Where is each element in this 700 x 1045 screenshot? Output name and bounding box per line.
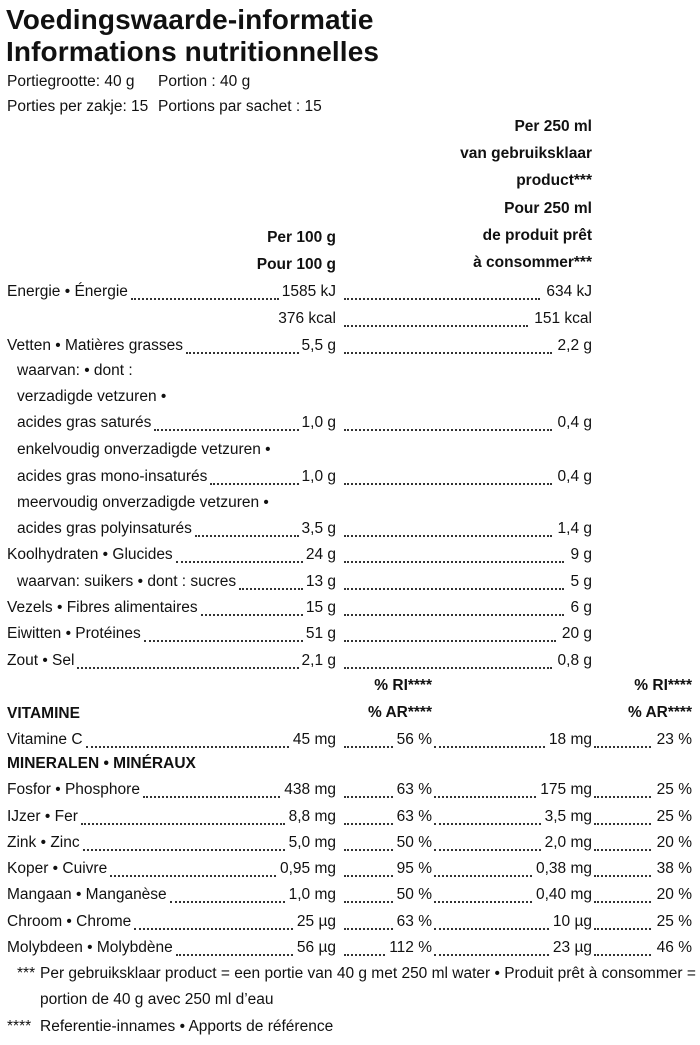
header-per-250ml: product*** <box>516 172 592 189</box>
dot-leader <box>77 667 298 669</box>
dot-leader <box>344 823 393 825</box>
nutrient-label: Chroom • Chrome <box>7 913 132 930</box>
dot-leader <box>344 429 552 431</box>
header-per-100g: Per 100 g <box>267 229 336 246</box>
header-per-250ml: Pour 250 ml <box>504 200 592 217</box>
value-per-250ml: 5 g <box>570 573 592 590</box>
nutrient-label: verzadigde vetzuren • <box>17 388 167 405</box>
ri-percent-100g: 63 % <box>396 913 432 930</box>
dot-leader <box>344 298 540 300</box>
ri-percent-100g: 63 % <box>396 808 432 825</box>
dot-leader <box>176 561 303 563</box>
servings-fr: Portions par sachet : 15 <box>158 98 322 115</box>
value-per-250ml: 634 kJ <box>546 283 592 300</box>
value-per-100g: 1,0 mg <box>288 886 336 903</box>
servings-nl: Porties per zakje: 15 <box>7 98 149 115</box>
portion-size-nl: Portiegrootte: 40 g <box>7 73 135 90</box>
dot-leader <box>344 796 393 798</box>
value-per-100g: 13 g <box>305 573 336 590</box>
dot-leader <box>344 954 385 956</box>
value-per-250ml: 0,4 g <box>557 468 592 485</box>
nutrient-label: Zout • Sel <box>7 652 75 669</box>
footnote-marker-4: **** <box>7 1018 32 1035</box>
dot-leader <box>344 901 393 903</box>
value-per-100g: 2,1 g <box>301 652 336 669</box>
value-per-250ml: 175 mg <box>540 781 592 798</box>
value-per-250ml: 0,8 g <box>557 652 592 669</box>
dot-leader <box>81 823 285 825</box>
value-per-100g: 45 mg <box>292 731 336 748</box>
portion-size-fr: Portion : 40 g <box>158 73 251 90</box>
dot-leader <box>154 429 298 431</box>
nutrient-label: Mangaan • Manganèse <box>7 886 167 903</box>
dot-leader <box>594 928 651 930</box>
nutrient-label: Eiwitten • Protéines <box>7 625 141 642</box>
dot-leader <box>344 667 552 669</box>
value-per-250ml: 0,38 mg <box>535 860 592 877</box>
header-per-100g: Pour 100 g <box>256 256 336 273</box>
nutrient-label: Koper • Cuivre <box>7 860 108 877</box>
nutrient-label: IJzer • Fer <box>7 808 78 825</box>
nutrient-label: Koolhydraten • Glucides <box>7 546 173 563</box>
ri-percent-100g: 112 % <box>389 939 432 956</box>
dot-leader <box>594 823 651 825</box>
dot-leader <box>344 640 556 642</box>
nutrient-label: acides gras polyinsaturés <box>17 520 192 537</box>
ri-header-250ml: % RI**** <box>634 677 692 694</box>
nutrient-label: Vezels • Fibres alimentaires <box>7 599 198 616</box>
ri-percent-250ml: 46 % <box>656 939 692 956</box>
dot-leader <box>344 875 393 877</box>
dot-leader <box>344 325 528 327</box>
dot-leader <box>83 849 285 851</box>
dot-leader <box>186 352 299 354</box>
ri-percent-100g: 50 % <box>396 886 432 903</box>
dot-leader <box>144 640 303 642</box>
dot-leader <box>170 901 285 903</box>
ri-header-100g: % RI**** <box>374 677 432 694</box>
nutrient-label: Zink • Zinc <box>7 834 80 851</box>
nutrient-label: waarvan: suikers • dont : sucres <box>17 573 237 590</box>
value-per-250ml: 6 g <box>570 599 592 616</box>
dot-leader <box>344 561 564 563</box>
value-per-100g: 8,8 mg <box>288 808 336 825</box>
vitamins-heading: VITAMINE <box>7 705 80 722</box>
nutrient-label: acides gras saturés <box>17 414 152 431</box>
header-per-250ml: à consommer*** <box>473 254 592 271</box>
value-per-250ml: 10 µg <box>552 913 592 930</box>
ri-percent-250ml: 25 % <box>656 913 692 930</box>
value-per-250ml: 2,0 mg <box>544 834 592 851</box>
value-per-100g: 1,0 g <box>301 414 336 431</box>
value-per-100g: 24 g <box>305 546 336 563</box>
ri-percent-250ml: 20 % <box>656 834 692 851</box>
nutrient-label: Vetten • Matières grasses <box>7 337 184 354</box>
dot-leader <box>344 483 552 485</box>
value-per-100g: 56 µg <box>296 939 336 956</box>
dot-leader <box>344 588 564 590</box>
value-per-100g: 376 kcal <box>278 310 336 327</box>
dot-leader <box>195 535 299 537</box>
footnote-marker-3: *** <box>17 965 36 982</box>
dot-leader <box>434 746 545 748</box>
ar-header-250ml: % AR**** <box>627 704 692 721</box>
value-per-250ml: 18 mg <box>548 731 592 748</box>
value-per-100g: 3,5 g <box>301 520 336 537</box>
dot-leader <box>434 954 549 956</box>
ri-percent-100g: 63 % <box>396 781 432 798</box>
header-per-250ml: Per 250 ml <box>514 118 592 135</box>
dot-leader <box>594 875 651 877</box>
value-per-250ml: 0,4 g <box>557 414 592 431</box>
dot-leader <box>434 823 541 825</box>
dot-leader <box>201 614 303 616</box>
dot-leader <box>434 901 532 903</box>
value-per-100g: 51 g <box>305 625 336 642</box>
value-per-250ml: 3,5 mg <box>544 808 592 825</box>
ri-percent-250ml: 38 % <box>656 860 692 877</box>
dot-leader <box>344 928 393 930</box>
value-per-100g: 1,0 g <box>301 468 336 485</box>
header-per-250ml: van gebruiksklaar <box>460 145 592 162</box>
title-french: Informations nutritionnelles <box>6 36 380 67</box>
footnote-text-3-cont: portion de 40 g avec 250 ml d’eau <box>40 991 274 1008</box>
ri-percent-250ml: 23 % <box>656 731 692 748</box>
value-per-100g: 5,5 g <box>301 337 336 354</box>
dot-leader <box>344 352 552 354</box>
value-per-250ml: 0,40 mg <box>535 886 592 903</box>
dot-leader <box>344 535 552 537</box>
dot-leader <box>594 849 651 851</box>
dot-leader <box>594 746 651 748</box>
title-dutch: Voedingswaarde-informatie <box>6 4 374 35</box>
minerals-heading: MINERALEN • MINÉRAUX <box>7 755 196 772</box>
dot-leader <box>344 614 564 616</box>
dot-leader <box>434 928 549 930</box>
nutrient-label: Molybdeen • Molybdène <box>7 939 173 956</box>
dot-leader <box>131 298 279 300</box>
dot-leader <box>176 954 293 956</box>
dot-leader <box>210 483 298 485</box>
dot-leader <box>344 849 393 851</box>
value-per-100g: 0,95 mg <box>279 860 336 877</box>
value-per-100g: 15 g <box>305 599 336 616</box>
dot-leader <box>134 928 293 930</box>
dot-leader <box>594 796 651 798</box>
nutrient-label: Fosfor • Phosphore <box>7 781 140 798</box>
nutrient-label: enkelvoudig onverzadigde vetzuren • <box>17 441 271 458</box>
value-per-100g: 25 µg <box>296 913 336 930</box>
dot-leader <box>110 875 276 877</box>
value-per-100g: 1585 kJ <box>281 283 336 300</box>
ri-percent-250ml: 25 % <box>656 781 692 798</box>
value-per-100g: 438 mg <box>284 781 336 798</box>
ar-header-100g: % AR**** <box>367 704 432 721</box>
ri-percent-100g: 95 % <box>396 860 432 877</box>
nutrient-label: acides gras mono-insaturés <box>17 468 208 485</box>
dot-leader <box>143 796 280 798</box>
footnote-text-4: Referentie-innames • Apports de référence <box>40 1018 334 1035</box>
nutrient-label: Energie • Énergie <box>7 283 128 300</box>
ri-percent-250ml: 25 % <box>656 808 692 825</box>
dot-leader <box>594 954 651 956</box>
value-per-250ml: 151 kcal <box>534 310 592 327</box>
value-per-250ml: 20 g <box>561 625 592 642</box>
dot-leader <box>594 901 651 903</box>
nutrient-label: Vitamine C <box>7 731 83 748</box>
value-per-250ml: 9 g <box>570 546 592 563</box>
nutrient-label: meervoudig onverzadigde vetzuren • <box>17 494 269 511</box>
dot-leader <box>434 849 541 851</box>
dot-leader <box>86 746 289 748</box>
value-per-100g: 5,0 mg <box>288 834 336 851</box>
value-per-250ml: 23 µg <box>552 939 592 956</box>
dot-leader <box>434 796 536 798</box>
ri-percent-100g: 56 % <box>396 731 432 748</box>
dot-leader <box>434 875 532 877</box>
dot-leader <box>344 746 393 748</box>
ri-percent-250ml: 20 % <box>656 886 692 903</box>
ri-percent-100g: 50 % <box>396 834 432 851</box>
value-per-250ml: 2,2 g <box>557 337 592 354</box>
footnote-text-3: Per gebruiksklaar product = een portie van 40 g met 250 ml water • Produit prêt à consommer = <box>40 965 696 982</box>
header-per-250ml: de produit prêt <box>482 227 592 244</box>
dot-leader <box>239 588 303 590</box>
nutrient-label: waarvan: • dont : <box>17 362 133 379</box>
value-per-250ml: 1,4 g <box>557 520 592 537</box>
